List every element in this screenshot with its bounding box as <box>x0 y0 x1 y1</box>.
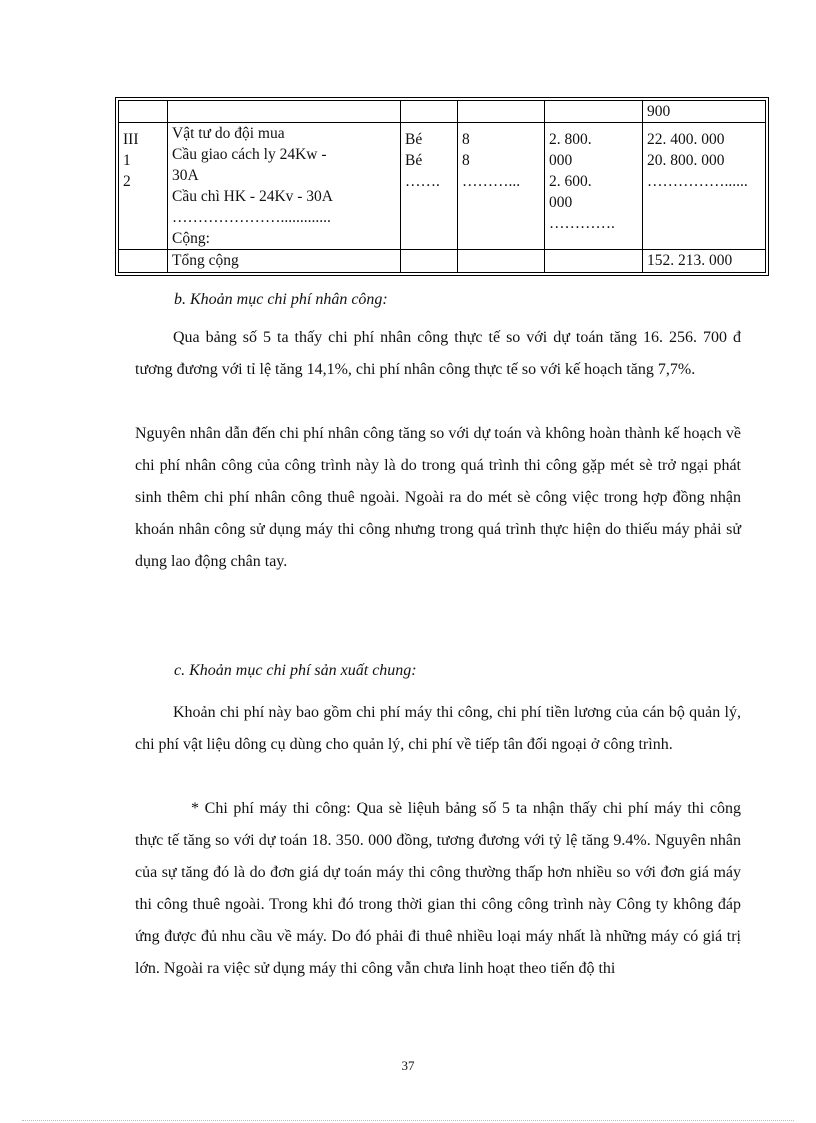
total-label: Tổng cộng <box>168 250 401 273</box>
amount-cell: 22. 400. 000 20. 800. 000 ……………...... <box>643 123 766 250</box>
cost-table <box>118 100 766 273</box>
table-row <box>119 101 766 123</box>
amount-cell: 900 <box>643 101 766 123</box>
cost-table-frame <box>115 97 769 276</box>
unit-cell: Bé Bé ……. <box>401 123 458 250</box>
quantity-cell: 8 8 ………... <box>458 123 545 250</box>
table-row <box>119 250 766 273</box>
section-c-paragraph-1: Khoản chi phí này bao gồm chi phí máy thi công, chi phí tiền lương của cán bộ quản lý, chi phí vật liệu dông cụ dùng cho quản lý, chi phí về tiếp tân đối ngoại ở công trình. <box>135 704 741 753</box>
item-cell: Vật tư do đội mua Cầu giao cách ly 24Kw - 30A Cầu chì HK - 24Kv - 30A …………………............. Cộng: <box>168 123 401 250</box>
total-amount: 152. 213. 000 <box>643 250 766 273</box>
index-cell: III 1 2 <box>119 123 168 250</box>
price-cell: 2. 800. 000 2. 600. 000 …………. <box>545 123 643 250</box>
section-c-heading: c. Khoản mục chi phí sản xuất chung: <box>174 662 417 679</box>
page-number: 37 <box>401 1058 415 1073</box>
section-b-paragraph-1: Qua bảng số 5 ta thấy chi phí nhân công thực tế so với dự toán tăng 16. 256. 700 đ tương đương với tỉ lệ tăng 14,1%, chi phí nhân công thực tế so với kế hoạch tăng 7,7%. <box>135 329 741 378</box>
section-b-paragraph-2: Nguyên nhân dẫn đến chi phí nhân công tăng so với dự toán và không hoàn thành kế hoạch về chi phí nhân công của công trình này là do trong quá trình thi công gặp mét sè trở ngại phát sinh thêm chi phí nhân công thuê ngoài. Ngoài ra do mét sè công việc trong hợp đồng nhận khoán nhân công sử dụng máy thi công nhưng trong quá trình thực hiện do thiếu máy phải sử dụng lao động chân tay. <box>135 425 741 570</box>
page-bottom-rule <box>22 1120 794 1121</box>
section-c-paragraph-2: * Chi phí máy thi công: Qua sè liệuh bảng số 5 ta nhận thấy chi phí máy thi công thực tế tăng so với dự toán 18. 350. 000 đồng, tương đương với tỷ lệ tăng 9.4%. Nguyên nhân của sự tăng đó là do đơn giá dự toán máy thi công thường thấp hơn nhiều so với đơn giá máy thi công thuê ngoài. Trong khi đó trong thời gian thi công công trình này Công ty không đáp ứng được đủ nhu cầu về máy. Do đó phải đi thuê nhiều loại máy nhất là những máy có giá trị lớn. Ngoài ra việc sử dụng máy thi công vẫn chưa linh hoạt theo tiến độ thi <box>135 800 741 977</box>
table-row <box>119 123 766 250</box>
section-b-heading: b. Khoản mục chi phí nhân công: <box>174 291 388 308</box>
